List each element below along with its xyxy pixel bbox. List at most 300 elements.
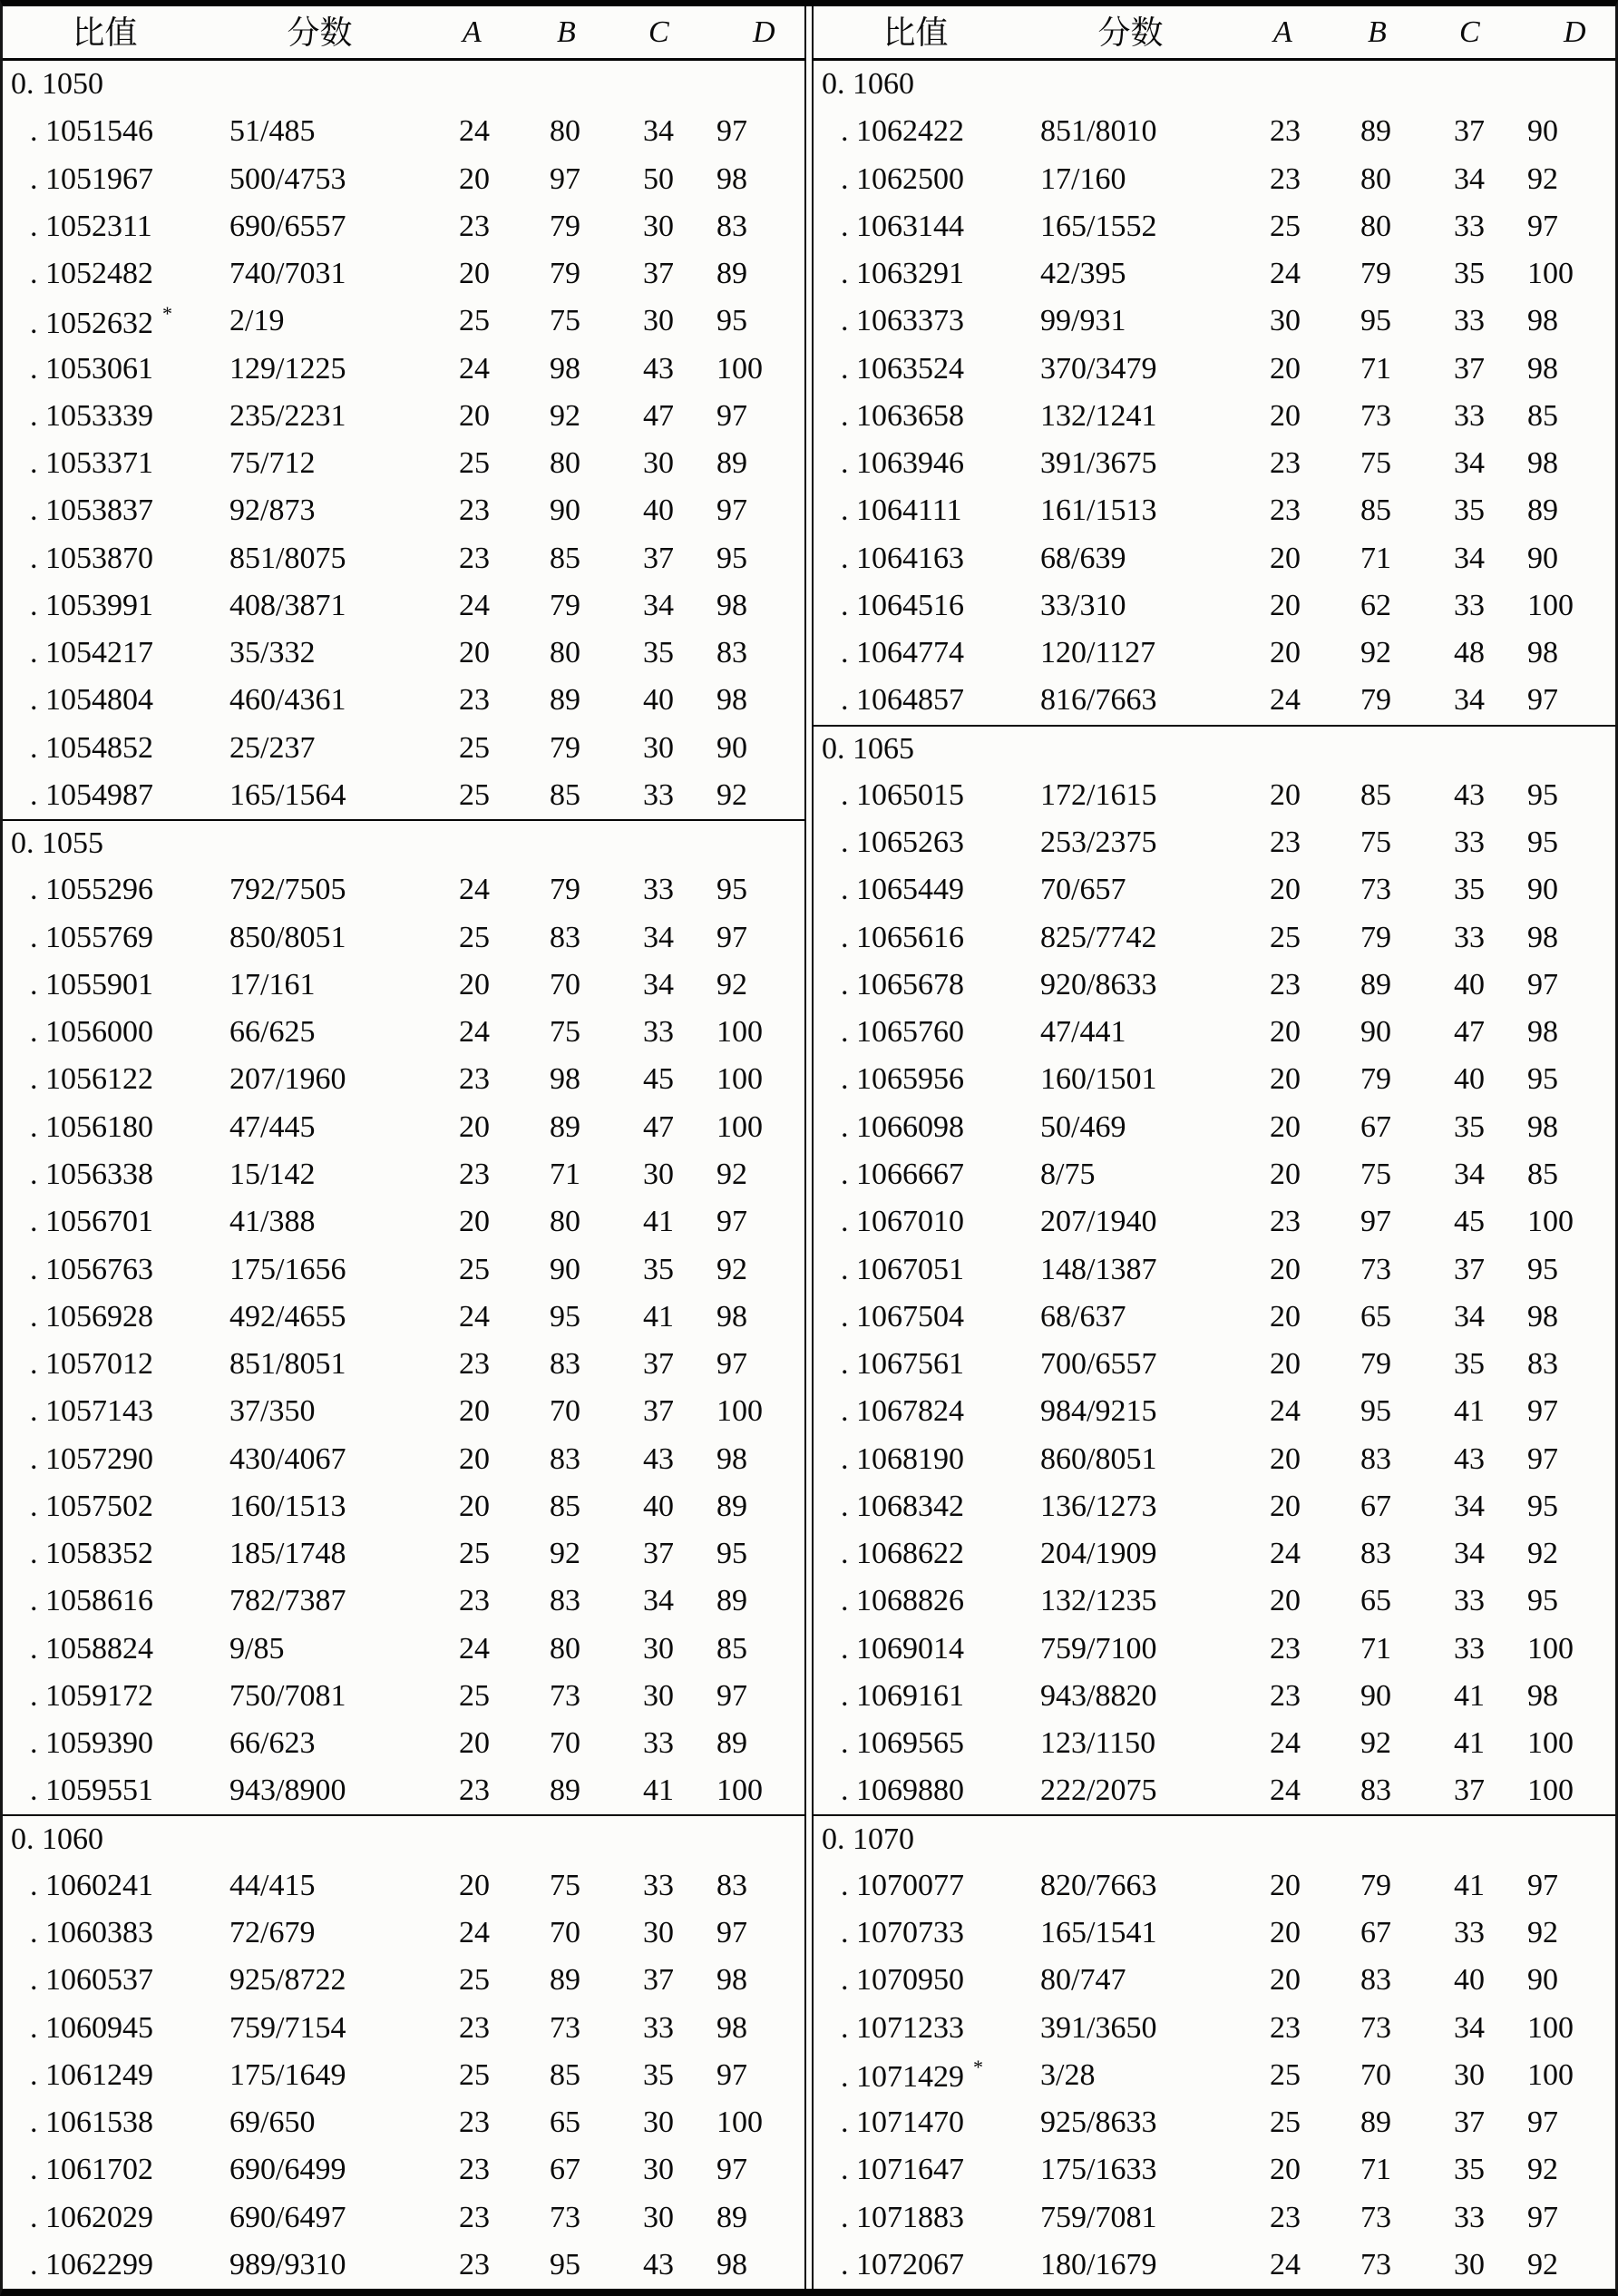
table-row: [814, 1388, 1615, 1435]
col-c-value: 43: [643, 351, 674, 386]
col-b-value: 97: [1360, 1205, 1391, 1239]
col-b-value: 89: [1360, 2105, 1391, 2140]
ratio-value: . 1065449: [841, 873, 964, 907]
col-a-value: 23: [1270, 2200, 1301, 2234]
fraction-value: 25/237: [229, 730, 316, 765]
ratio-value: . 1055769: [30, 920, 153, 954]
col-d-value: 95: [716, 541, 747, 575]
ratio-value: . 1054852: [30, 730, 153, 765]
col-a-value: 25: [459, 920, 490, 954]
table-row: [3, 582, 804, 630]
col-a-value: 24: [459, 588, 490, 622]
ratio-value: . 1055296: [30, 873, 153, 907]
table-row: [814, 819, 1615, 866]
col-b-value: 70: [1360, 2057, 1391, 2092]
table-row: [3, 1151, 804, 1198]
ratio-value: . 1069565: [841, 1726, 964, 1761]
col-c-value: 37: [643, 1347, 674, 1382]
col-header-a: A: [463, 15, 482, 49]
panel-left: [3, 6, 804, 2289]
col-a-value: 24: [1270, 1394, 1301, 1429]
ratio-value: . 1067010: [841, 1205, 964, 1239]
table-row: [814, 1673, 1615, 1720]
ratio-value: . 1062299: [30, 2247, 153, 2281]
col-d-value: 83: [1527, 1347, 1558, 1382]
ratio-value: . 1064774: [841, 636, 964, 670]
table-row: [814, 1198, 1615, 1246]
col-b-value: 83: [1360, 1963, 1391, 1998]
col-d-value: 97: [1527, 683, 1558, 718]
fraction-value: 160/1501: [1040, 1062, 1157, 1097]
fraction-value: 92/873: [229, 493, 316, 528]
ratio-value: . 1065760: [841, 1015, 964, 1050]
col-a-value: 24: [459, 1015, 490, 1050]
col-c-value: 30: [1454, 2247, 1485, 2281]
col-b-value: 75: [1360, 826, 1391, 860]
col-b-value: 83: [550, 920, 580, 954]
col-c-value: 34: [643, 114, 674, 149]
col-c-value: 33: [643, 1726, 674, 1761]
col-a-value: 24: [1270, 683, 1301, 718]
col-d-value: 89: [1527, 493, 1558, 528]
col-c-value: 37: [1454, 1773, 1485, 1808]
fraction-value: 204/1909: [1040, 1537, 1157, 1571]
fraction-value: 132/1235: [1040, 1584, 1157, 1618]
col-d-value: 89: [716, 1726, 747, 1761]
col-b-value: 83: [1360, 1441, 1391, 1476]
col-a-value: 25: [459, 304, 490, 338]
ratio-value: . 1060241: [30, 1868, 153, 1902]
fraction-value: 851/8010: [1040, 114, 1157, 149]
table-row: [814, 1151, 1615, 1198]
col-d-value: 100: [1527, 2057, 1574, 2092]
col-d-value: 95: [716, 873, 747, 907]
ratio-value: . 1067824: [841, 1394, 964, 1429]
col-c-value: 34: [1454, 2010, 1485, 2045]
table-row: [814, 630, 1615, 677]
col-header-b: B: [557, 15, 576, 49]
col-d-value: 97: [1527, 1394, 1558, 1429]
col-b-value: 71: [1360, 2153, 1391, 2187]
section-label: 0. 1070: [822, 1822, 914, 1856]
col-a-value: 23: [1270, 967, 1301, 1001]
ratio-value: . 1051546: [30, 114, 153, 149]
col-b-value: 73: [1360, 2247, 1391, 2281]
col-d-value: 98: [1527, 351, 1558, 386]
col-c-value: 30: [643, 1916, 674, 1950]
table-row: [3, 1294, 804, 1341]
section-label: 0. 1050: [11, 67, 103, 102]
col-a-value: 24: [1270, 1726, 1301, 1761]
col-a-value: 20: [459, 1394, 490, 1429]
ratio-value: . 1052311: [30, 209, 152, 243]
fraction-value: 69/650: [229, 2105, 316, 2140]
col-c-value: 33: [1454, 1584, 1485, 1618]
col-a-value: 25: [459, 1678, 490, 1713]
ratio-value: . 1062422: [841, 114, 964, 149]
ratio-value: . 1053371: [30, 446, 153, 481]
col-b-value: 90: [550, 493, 580, 528]
table-row: [814, 2052, 1615, 2099]
col-c-value: 33: [1454, 1916, 1485, 1950]
col-b-value: 79: [550, 209, 580, 243]
ratio-value: . 1055901: [30, 967, 153, 1001]
col-c-value: 30: [643, 304, 674, 338]
table-row: [814, 250, 1615, 298]
fraction-value: 50/469: [1040, 1109, 1126, 1144]
fraction-value: 165/1552: [1040, 209, 1157, 243]
panel-right: [814, 6, 1615, 2289]
fraction-value: 129/1225: [229, 351, 346, 386]
fraction-value: 72/679: [229, 1916, 316, 1950]
table-row: [814, 1862, 1615, 1910]
col-c-value: 33: [643, 873, 674, 907]
fraction-value: 80/747: [1040, 1963, 1126, 1998]
col-a-value: 24: [1270, 1537, 1301, 1571]
fraction-value: 70/657: [1040, 873, 1126, 907]
table-row: [3, 2242, 804, 2289]
col-d-value: 100: [716, 1394, 763, 1429]
col-c-value: 35: [1454, 873, 1485, 907]
ratio-value: . 1057012: [30, 1347, 153, 1382]
col-c-value: 35: [1454, 2153, 1485, 2187]
table-row: [814, 2193, 1615, 2241]
col-c-value: 33: [1454, 398, 1485, 433]
table-row: [814, 1578, 1615, 1625]
table-row: [814, 866, 1615, 914]
col-c-value: 33: [643, 1015, 674, 1050]
col-a-value: 23: [459, 493, 490, 528]
col-d-value: 95: [1527, 826, 1558, 860]
col-d-value: 83: [716, 1868, 747, 1902]
col-a-value: 25: [459, 777, 490, 812]
col-b-value: 80: [1360, 161, 1391, 196]
table-row: [814, 962, 1615, 1009]
table-row: [3, 1341, 804, 1388]
table-row: [814, 1767, 1615, 1814]
fraction-value: 690/6557: [229, 209, 346, 243]
table-row: [814, 2242, 1615, 2289]
col-a-value: 23: [459, 1773, 490, 1808]
ratio-value: . 1058616: [30, 1584, 153, 1618]
col-b-value: 83: [550, 1441, 580, 1476]
col-a-value: 20: [1270, 1157, 1301, 1191]
col-c-value: 41: [1454, 1726, 1485, 1761]
fraction-value: 492/4655: [229, 1299, 346, 1334]
col-b-value: 79: [1360, 920, 1391, 954]
col-b-value: 65: [1360, 1584, 1391, 1618]
ratio-value: . 1057290: [30, 1441, 153, 1476]
col-d-value: 100: [1527, 1726, 1574, 1761]
ratio-value: . 1065956: [841, 1062, 964, 1097]
col-d-value: 100: [716, 1015, 763, 1050]
ratio-value: . 1068826: [841, 1584, 964, 1618]
col-a-value: 20: [1270, 588, 1301, 622]
table-row: [3, 298, 804, 345]
col-a-value: 23: [459, 2010, 490, 2045]
col-b-value: 92: [550, 1537, 580, 1571]
col-a-value: 23: [1270, 2010, 1301, 2045]
table-row: [3, 2146, 804, 2193]
ratio-value: . 1061538: [30, 2105, 153, 2140]
table-row: [3, 677, 804, 724]
col-c-value: 41: [1454, 1868, 1485, 1902]
col-b-value: 79: [550, 873, 580, 907]
col-a-value: 20: [459, 1205, 490, 1239]
fraction-value: 9/85: [229, 1631, 285, 1666]
fraction-value: 47/441: [1040, 1015, 1126, 1050]
col-b-value: 89: [1360, 114, 1391, 149]
col-c-value: 35: [643, 1252, 674, 1286]
col-b-value: 85: [550, 2057, 580, 2092]
fraction-value: 700/6557: [1040, 1347, 1157, 1382]
col-a-value: 24: [459, 873, 490, 907]
ratio-value: . 1058824: [30, 1631, 153, 1666]
col-a-value: 20: [459, 161, 490, 196]
col-c-value: 41: [643, 1773, 674, 1808]
col-d-value: 98: [1527, 636, 1558, 670]
star-marker: *: [973, 2056, 983, 2079]
col-b-value: 83: [1360, 1773, 1391, 1808]
section-header-row: [814, 725, 1615, 772]
fraction-value: 165/1541: [1040, 1916, 1157, 1950]
fraction-value: 161/1513: [1040, 493, 1157, 528]
fraction-value: 207/1960: [229, 1062, 346, 1097]
col-b-value: 89: [1360, 967, 1391, 1001]
col-b-value: 89: [550, 1963, 580, 1998]
col-d-value: 90: [1527, 114, 1558, 149]
col-d-value: 97: [716, 114, 747, 149]
col-d-value: 98: [716, 683, 747, 718]
col-header-fraction: 分数: [1097, 14, 1164, 51]
fraction-value: 120/1127: [1040, 636, 1156, 670]
fraction-value: 430/4067: [229, 1441, 346, 1476]
ratio-value: . 1057143: [30, 1394, 153, 1429]
col-a-value: 24: [459, 114, 490, 149]
col-c-value: 41: [1454, 1394, 1485, 1429]
fraction-value: 37/350: [229, 1394, 316, 1429]
ratio-value: . 1070733: [841, 1916, 964, 1950]
col-c-value: 35: [1454, 1347, 1485, 1382]
col-b-value: 95: [550, 2247, 580, 2281]
col-c-value: 40: [643, 683, 674, 718]
fraction-value: 984/9215: [1040, 1394, 1157, 1429]
col-a-value: 20: [1270, 636, 1301, 670]
col-b-value: 75: [550, 1015, 580, 1050]
table-row: [3, 1673, 804, 1720]
ratio-value: . 1061249: [30, 2057, 153, 2092]
col-a-value: 23: [1270, 1205, 1301, 1239]
col-d-value: 98: [1527, 1678, 1558, 1713]
section-header-row: [814, 61, 1615, 108]
col-a-value: 25: [1270, 2105, 1301, 2140]
col-d-value: 89: [716, 2200, 747, 2234]
ratio-value: . 1070950: [841, 1963, 964, 1998]
col-b-value: 75: [550, 1868, 580, 1902]
col-b-value: 79: [550, 730, 580, 765]
col-d-value: 100: [716, 2105, 763, 2140]
col-a-value: 20: [1270, 777, 1301, 812]
table-row: [3, 630, 804, 677]
fraction-value: 165/1564: [229, 777, 346, 812]
col-c-value: 34: [1454, 683, 1485, 718]
col-b-value: 79: [1360, 683, 1391, 718]
fraction-value: 850/8051: [229, 920, 346, 954]
col-a-value: 25: [459, 1963, 490, 1998]
table-row: [3, 346, 804, 393]
ratio-value: . 1065678: [841, 967, 964, 1001]
col-c-value: 40: [643, 493, 674, 528]
fraction-value: 816/7663: [1040, 683, 1157, 718]
col-c-value: 34: [1454, 541, 1485, 575]
col-a-value: 24: [459, 1299, 490, 1334]
col-header-a: A: [1273, 15, 1292, 49]
col-d-value: 100: [716, 1062, 763, 1097]
table-row: [3, 203, 804, 250]
col-c-value: 34: [1454, 1537, 1485, 1571]
col-c-value: 37: [1454, 351, 1485, 386]
col-c-value: 35: [1454, 1109, 1485, 1144]
fraction-value: 68/637: [1040, 1299, 1126, 1334]
table-row: [814, 1483, 1615, 1530]
col-c-value: 37: [1454, 114, 1485, 149]
col-c-value: 30: [643, 446, 674, 481]
table-row: [3, 914, 804, 962]
table-row: [814, 1009, 1615, 1056]
col-d-value: 97: [1527, 1441, 1558, 1476]
col-a-value: 20: [459, 636, 490, 670]
col-c-value: 40: [1454, 1062, 1485, 1097]
col-a-value: 20: [459, 967, 490, 1001]
col-d-value: 98: [716, 2010, 747, 2045]
ratio-value: . 1054987: [30, 777, 153, 812]
col-d-value: 85: [1527, 1157, 1558, 1191]
table-row: [814, 346, 1615, 393]
section-label: 0. 1055: [11, 826, 103, 861]
ratio-value: . 1053339: [30, 398, 153, 433]
col-c-value: 37: [643, 1394, 674, 1429]
col-b-value: 79: [1360, 1062, 1391, 1097]
col-c-value: 35: [643, 636, 674, 670]
col-b-value: 73: [1360, 2200, 1391, 2234]
fraction-value: 759/7100: [1040, 1631, 1157, 1666]
section-header-row: [814, 1814, 1615, 1861]
table-row: [814, 1294, 1615, 1341]
table-row: [814, 535, 1615, 582]
col-c-value: 33: [1454, 588, 1485, 622]
col-d-value: 97: [716, 1678, 747, 1713]
fraction-value: 42/395: [1040, 257, 1126, 291]
ratio-value: . 1067504: [841, 1299, 964, 1334]
col-b-value: 90: [550, 1252, 580, 1286]
fraction-value: 989/9310: [229, 2247, 346, 2281]
col-d-value: 98: [1527, 920, 1558, 954]
col-d-value: 97: [716, 1205, 747, 1239]
col-c-value: 45: [1454, 1205, 1485, 1239]
col-c-value: 34: [1454, 1299, 1485, 1334]
table-row: [814, 1720, 1615, 1767]
col-d-value: 97: [1527, 967, 1558, 1001]
col-d-value: 89: [716, 1489, 747, 1523]
col-c-value: 37: [643, 541, 674, 575]
ratio-value: . 1059551: [30, 1773, 153, 1808]
fraction-value: 17/161: [229, 967, 316, 1001]
table-row: [3, 962, 804, 1009]
col-a-value: 24: [459, 351, 490, 386]
col-d-value: 92: [716, 1252, 747, 1286]
ratio-value: . 1063144: [841, 209, 964, 243]
ratio-value: . 1056701: [30, 1205, 153, 1239]
ratio-value: . 1053061: [30, 351, 153, 386]
col-a-value: 23: [1270, 1678, 1301, 1713]
table-row: [3, 1246, 804, 1293]
col-d-value: 97: [716, 2153, 747, 2187]
col-d-value: 92: [1527, 2153, 1558, 2187]
fraction-value: 175/1633: [1040, 2153, 1157, 2187]
col-a-value: 20: [459, 257, 490, 291]
table-row: [3, 772, 804, 819]
col-d-value: 100: [716, 351, 763, 386]
table-row: [3, 2099, 804, 2146]
col-d-value: 100: [1527, 1773, 1574, 1808]
table-row: [3, 725, 804, 772]
col-c-value: 34: [643, 920, 674, 954]
table-row: [814, 298, 1615, 345]
col-b-value: 92: [1360, 1726, 1391, 1761]
col-a-value: 20: [1270, 2153, 1301, 2187]
ratio-value: . 1063524: [841, 351, 964, 386]
col-b-value: 79: [550, 257, 580, 291]
col-b-value: 70: [550, 1726, 580, 1761]
col-c-value: 41: [643, 1205, 674, 1239]
ratio-value: . 1056338: [30, 1157, 153, 1191]
col-a-value: 24: [459, 1916, 490, 1950]
ratio-value: . 1071883: [841, 2200, 964, 2234]
table-row: [3, 1625, 804, 1672]
col-b-value: 85: [1360, 493, 1391, 528]
col-a-value: 25: [1270, 209, 1301, 243]
fraction-value: 782/7387: [229, 1584, 346, 1618]
col-a-value: 20: [459, 398, 490, 433]
col-a-value: 20: [1270, 1441, 1301, 1476]
col-b-value: 89: [550, 1773, 580, 1808]
col-a-value: 20: [459, 1868, 490, 1902]
col-d-value: 92: [716, 1157, 747, 1191]
col-a-value: 25: [459, 1252, 490, 1286]
fraction-value: 792/7505: [229, 873, 346, 907]
col-d-value: 98: [716, 1963, 747, 1998]
table-body-left: [3, 61, 804, 2289]
fraction-value: 943/8900: [229, 1773, 346, 1808]
col-d-value: 92: [1527, 161, 1558, 196]
col-c-value: 30: [643, 1157, 674, 1191]
col-d-value: 90: [1527, 873, 1558, 907]
col-c-value: 37: [643, 257, 674, 291]
ratio-value: . 1065263: [841, 826, 964, 860]
table-row: [3, 2193, 804, 2241]
ratio-value: . 1063373: [841, 304, 964, 338]
col-c-value: 30: [643, 1678, 674, 1713]
ratio-value: . 1056180: [30, 1109, 153, 1144]
ratio-value: . 1056122: [30, 1062, 153, 1097]
col-c-value: 33: [1454, 1631, 1485, 1666]
fraction-value: 925/8633: [1040, 2105, 1157, 2140]
table-row: [3, 440, 804, 487]
col-b-value: 83: [550, 1347, 580, 1382]
col-a-value: 20: [1270, 541, 1301, 575]
fraction-value: 860/8051: [1040, 1441, 1157, 1476]
section-label: 0. 1060: [822, 67, 914, 102]
